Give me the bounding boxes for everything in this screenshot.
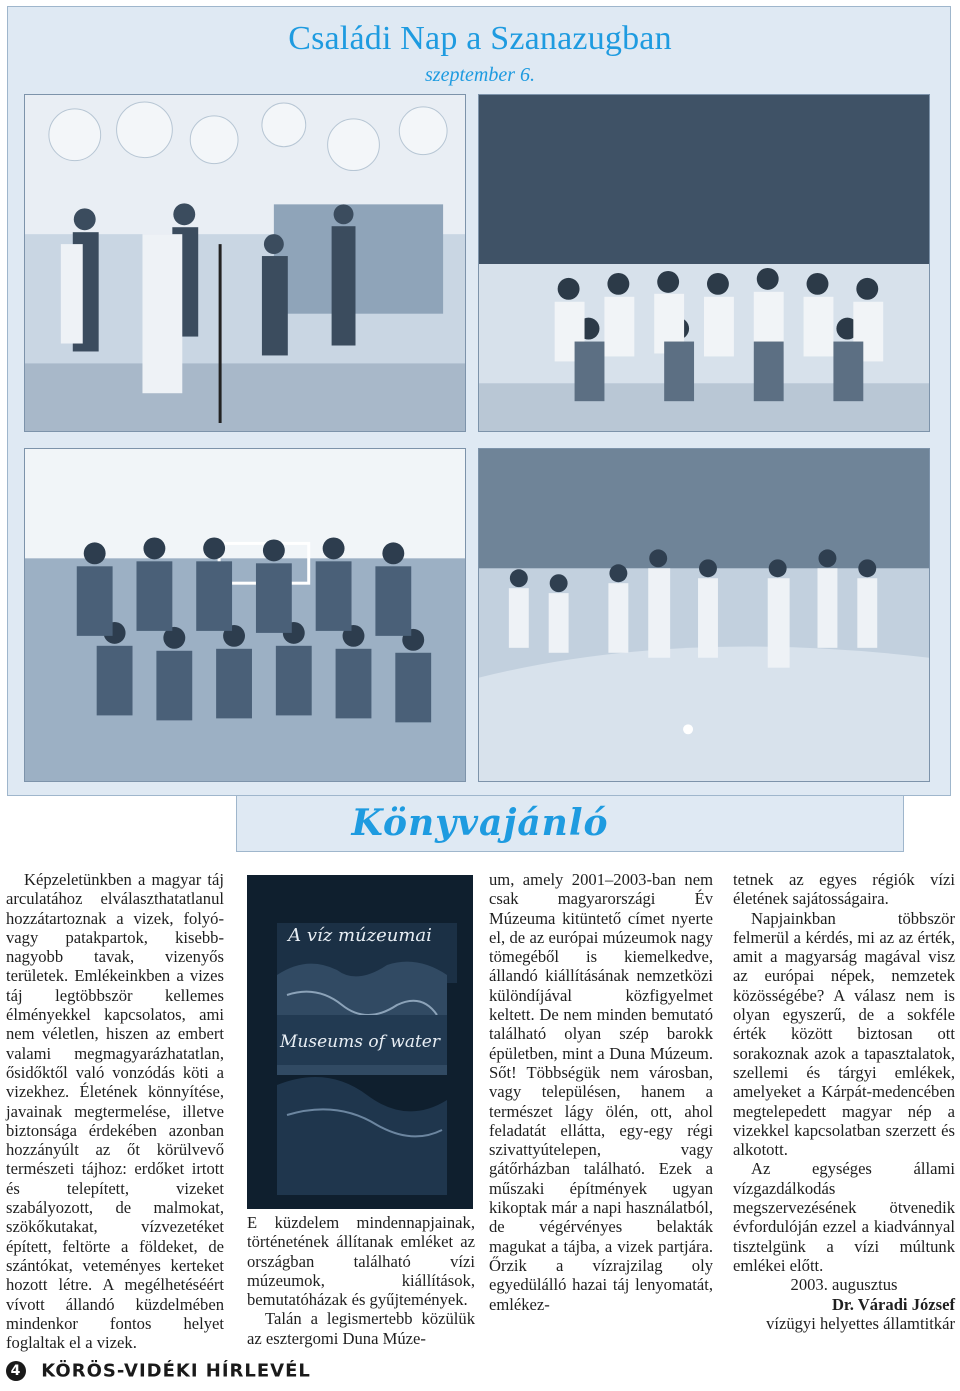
article-column-2 [247, 1213, 475, 1348]
article-column-1 [6, 870, 224, 1352]
paragraph: tetnek az egyes régiók vízi életének sajátosságaira. [733, 870, 955, 909]
section-title: Könyvajánló [351, 802, 609, 844]
book-title-en: Museums of water [280, 1032, 440, 1052]
page-footer [6, 1360, 311, 1382]
paragraph: um, amely 2001–2003-ban nem csak magyarországi Év Múzeuma kitüntető címet nyerte el, de az európai múzeumok nagy tömegéből is kiemelkedve, állandó kiállításának nemzetközi különdíjával közfigyelmet keltett. De nem minden bemutató található olyan szép barokk épületben, mint a Duna Múzeum. Sőt! Többségük nem városban, vagy településen, hanem a természet lágy ölén, ott, ahol feladatát ellátta, egy-egy régi szivattyútelepen, vagy gátőrházban található. Ezek a műszaki építmények ugyan kikoptak már a napi használatból, de végérvényes belakták magukat a tájba, a vizek partjára. Őrzik a vízrajzilag oly egyedülálló hazai táj lenyomatát, emlékez- [489, 870, 713, 1314]
article-column-4 [733, 870, 955, 1333]
author-title: vízügyi helyettes államtitkár [766, 1313, 955, 1333]
page-title: Családi Nap a Szanazugban [288, 20, 672, 57]
article-column-3 [489, 870, 713, 1314]
football-team-photo [24, 448, 466, 782]
book-cover-image [247, 875, 473, 1209]
event-date: szeptember 6. [425, 64, 535, 86]
author-name: Dr. Váradi József [831, 1294, 955, 1314]
signature-date: 2003. augusztus [790, 1275, 898, 1295]
paragraph: Képzeletünkben a magyar táj arculatához elválaszthatatlanul hozzátartoznak a vizek, folyó- vagy patakpartok, kisebb-nagyobb tavak, vizenyős területek. Emlékeinkben a vizes táj legtöbbször kellemes élményekkel kapcsolatos, ami nem véletlen, hiszen az embert valami megmagyarázhatatlan, ősidőktől való vonzódás köti a vizekhez. Életének könnyítése, javainak megtermelése, illetve biztonsága érdekében azonban hozzányúlt az őt körülvevő természeti tájhoz: erdőket irtott és telepített, vizeket szabályozott, de malmokat, szökőkutakat, vízvezetéket épített, feltörte a földeket, de szántókat, veteményes kerteket hozott létre. A megélhetéséért vívott állandó küzdelmében mindenkor fontos helyet foglaltak el a vizek. [6, 870, 224, 1353]
crowd-speech-photo [24, 94, 466, 432]
paragraph: E küzdelem mindennapjainak, történetének állítanak emléket az országban található vízi múzeumok, kiállítások, bemutatóházak és gyűjtemények. [247, 1213, 475, 1310]
book-title-hu: A víz múzeumai [288, 925, 432, 946]
group-portrait-photo [478, 94, 930, 432]
paragraph: Napjainkban többször felmerül a kérdés, mi az az érték, amit a magyarság magával visz az európai népek, nemzetek közösségébe? A válasz nem is olyan egyszerű, de a sokféle érték között biztosan ott sorakoznak azok a tapasztalatok, szellemi és tárgyi emlékek, amelyeket a Kárpát-medencében megtelepedett magyar nép a vizekkel kapcsolatban szerzett és alkotott. [733, 908, 955, 1160]
publication-name: KÖRÖS-VIDÉKI HÍRLEVÉL [41, 1360, 311, 1382]
paragraph: Az egységes állami vízgazdálkodás megszervezésének ötvenedik évfordulóján ezzel a kiadvánnyal tisztelgünk a vízi múltunk emlékei előtt. [733, 1159, 955, 1275]
paragraph: Talán a legismertebb közülük az esztergomi Duna Múze- [247, 1309, 475, 1348]
bowling-game-photo [478, 448, 930, 782]
page-number: 4 [6, 1361, 26, 1381]
